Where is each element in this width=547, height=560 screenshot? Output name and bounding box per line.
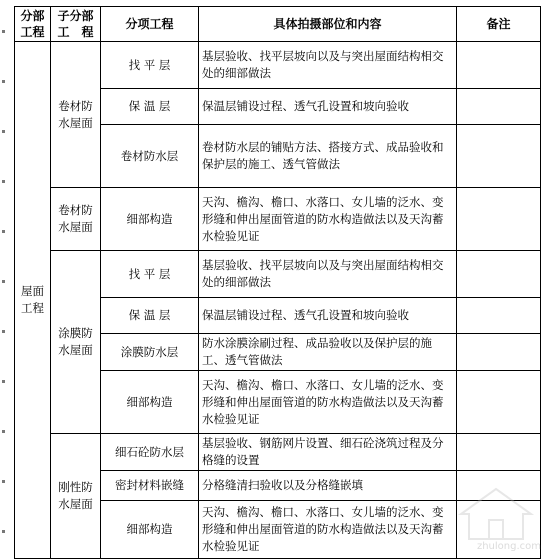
header-row — [15, 7, 541, 42]
item-cell: 细石砼防水层 — [101, 434, 199, 471]
header-item: 分项工程 — [101, 7, 199, 42]
item-cell: 找 平 层 — [101, 251, 199, 298]
margin-dot — [2, 430, 5, 433]
header-content: 具体拍摄部位和内容 — [199, 7, 457, 42]
division-cell: 屋面 工程 — [15, 42, 51, 559]
table-row — [15, 42, 541, 89]
content-cell: 天沟、檐沟、檐口、水落口、女儿墙的泛水、变形缝和伸出屋面管道的防水构造做法以及天沟蓄水检验见证 — [199, 501, 457, 559]
content-cell: 分格缝清扫验收以及分格缝嵌填 — [199, 471, 457, 501]
margin-dot — [2, 30, 5, 33]
content-cell: 基层验收、钢筋网片设置、细石砼浇筑过程及分格缝的设置 — [199, 434, 457, 471]
margin-dot — [2, 80, 5, 83]
subdivision-cell: 卷材防 水屋面 — [51, 42, 101, 188]
content-cell: 卷材防水层的铺贴方法、搭接方式、成品验收和保护层的施工、透气管做法 — [199, 125, 457, 188]
content-cell: 基层验收、找平层坡向以及与突出屋面结构相交处的细部做法 — [199, 42, 457, 89]
item-cell: 细部构造 — [101, 371, 199, 434]
item-cell: 保 温 层 — [101, 298, 199, 334]
margin-dot — [2, 380, 5, 383]
note-cell — [457, 251, 541, 298]
margin-dot — [2, 180, 5, 183]
item-cell: 卷材防水层 — [101, 125, 199, 188]
note-cell — [457, 298, 541, 334]
note-cell — [457, 434, 541, 471]
note-cell — [457, 334, 541, 371]
margin-dot — [2, 130, 5, 133]
item-cell: 涂膜防水层 — [101, 334, 199, 371]
item-cell: 保 温 层 — [101, 89, 199, 125]
subdivision-cell: 刚性防 水屋面 — [51, 434, 101, 559]
item-cell: 细部构造 — [101, 188, 199, 251]
note-cell — [457, 89, 541, 125]
note-cell — [457, 371, 541, 434]
item-cell: 细部构造 — [101, 501, 199, 559]
watermark-text: zhulong.com — [476, 541, 541, 552]
item-cell: 找 平 层 — [101, 42, 199, 89]
note-cell — [457, 125, 541, 188]
content-cell: 保温层铺设过程、透气孔设置和坡向验收 — [199, 89, 457, 125]
content-cell: 保温层铺设过程、透气孔设置和坡向验收 — [199, 298, 457, 334]
photo-spec-table — [14, 6, 541, 559]
margin-dot — [2, 530, 5, 533]
margin-dot — [2, 230, 5, 233]
header-division: 分部 工程 — [15, 7, 51, 42]
table-row — [15, 434, 541, 471]
table-row — [15, 251, 541, 298]
margin-dot — [2, 330, 5, 333]
table-row — [15, 188, 541, 251]
subdivision-cell: 卷材防 水屋面 — [51, 188, 101, 251]
note-cell — [457, 188, 541, 251]
content-cell: 天沟、檐沟、檐口、水落口、女儿墙的泛水、变形缝和伸出屋面管道的防水构造做法以及天沟蓄水检验见证 — [199, 371, 457, 434]
item-cell: 密封材料嵌缝 — [101, 471, 199, 501]
subdivision-cell: 涂膜防 水屋面 — [51, 251, 101, 434]
content-cell: 基层验收、找平层坡向以及与突出屋面结构相交处的细部做法 — [199, 251, 457, 298]
left-margin-dots — [0, 0, 8, 560]
note-cell — [457, 42, 541, 89]
header-note: 备注 — [457, 7, 541, 42]
margin-dot — [2, 480, 5, 483]
margin-dot — [2, 280, 5, 283]
house-watermark-icon — [451, 484, 541, 554]
header-subdivision: 子分部 工 程 — [51, 7, 101, 42]
content-cell: 防水涂膜涂刷过程、成品验收以及保护层的施工、透气管做法 — [199, 334, 457, 371]
content-cell: 天沟、檐沟、檐口、水落口、女儿墙的泛水、变形缝和伸出屋面管道的防水构造做法以及天沟蓄水检验见证 — [199, 188, 457, 251]
